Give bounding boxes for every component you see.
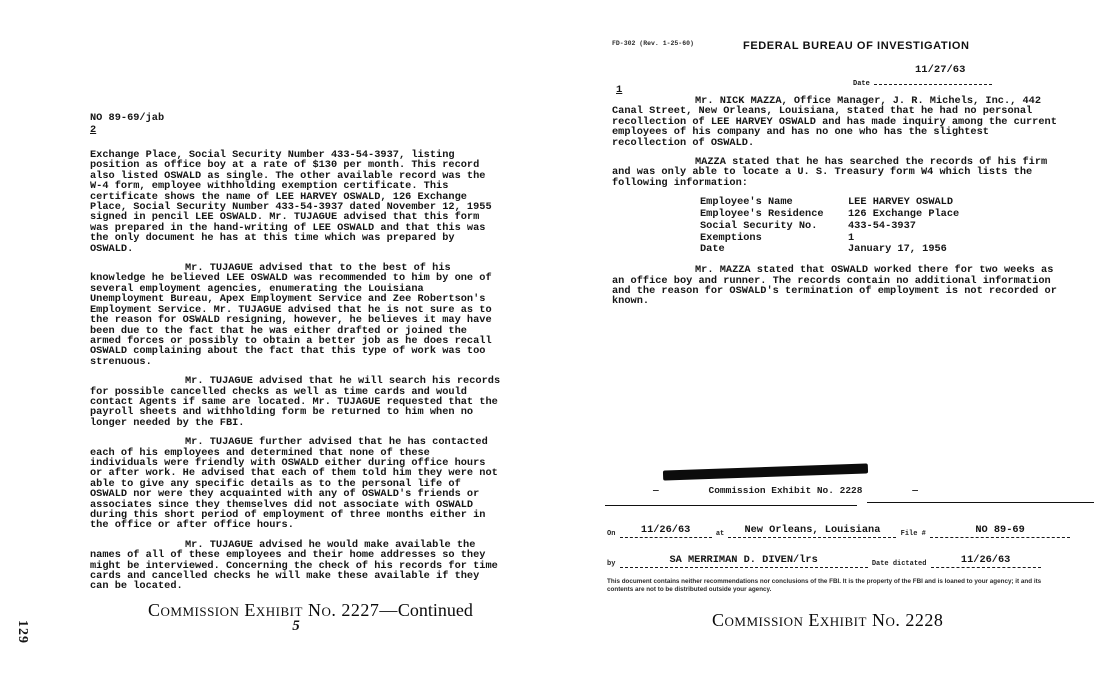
left-exhibit-caption <box>148 600 473 621</box>
file-reference: NO 89-69/jab <box>90 112 165 124</box>
right-page <box>605 38 1094 678</box>
date-block <box>853 64 1023 88</box>
caption-text: Commission Exhibit No. 2227— <box>148 600 398 620</box>
place-of-interview: New Orleans, Louisiana <box>728 524 896 538</box>
file-number-value: NO 89-69 <box>930 524 1070 538</box>
left-page <box>90 112 502 635</box>
folio-page-number: 129 <box>15 620 30 644</box>
row-label: Exemptions <box>700 231 762 244</box>
paragraph: Exchange Place, Social Security Number 433-54-3937, listing position as office boy at a rate of $130 per month. This record also listed OSWALD as single. The other available record was the W-4 form, employee withholding exemption certificate. This certificate shows the name of LEE HARVEY OSWALD, 126 Exchange Place, Social Security Number 433-54-3937 dated November 12, 1955 signed in pencil LEE OSWALD. Mr. TUJAGUE advised that this form was prepared in the hand-writing of LEE OSWALD and that this was the only document he has at this time which was prepared by OSWALD. <box>90 149 492 255</box>
paragraph: Mr. TUJAGUE advised he would make available the names of all of these employees and their home addresses so they might be interviewed. Concerning the check of his records for time cards and cancelled checks he will make these available if they can be located. <box>90 538 498 593</box>
table-row <box>700 221 1064 233</box>
right-page-body <box>612 96 1064 316</box>
agent-name: SA MERRIMAN D. DIVEN/lrs <box>620 554 868 568</box>
left-page-body <box>90 150 502 592</box>
exhibit-stamp: Commission Exhibit No. 2228 <box>708 485 863 496</box>
date-of-interview: 11/26/63 <box>620 524 712 538</box>
row-label: Employee's Name <box>700 196 793 209</box>
date-label: Date <box>853 80 870 88</box>
footer-page-number: 5 <box>292 617 300 634</box>
file-number-label: File # <box>900 530 926 538</box>
paragraph: Mr. TUJAGUE advised that to the best of his knowledge he believed LEE OSWALD was recommended to him by one of several employment agencies, enumerating the Louisiana Unemployment Bureau, Apex Employment Service and Zee Robertson's Employment Service. Mr. TUJAGUE advised that he is not sure as to the reason for OSWALD resigning, however, he believes it may have been due to the fact that he was either drafted or joined the armed forces or possibly to obtain a better job as he does recall OSWALD complaining about the fact that this type of work was too strenuous. <box>90 262 492 368</box>
right-exhibit-caption: Commission Exhibit No. 2228 <box>712 610 944 630</box>
right-page-number: 1 <box>616 84 623 96</box>
agency-header: FEDERAL BUREAU OF INVESTIGATION <box>743 40 970 52</box>
row-value: 1 <box>848 231 855 244</box>
row-value: 433-54-3937 <box>848 219 916 232</box>
paragraph: MAZZA stated that he has searched the records of his firm and was only able to locate a U. S. Treasury form W4 which lists the following information: <box>612 156 1048 189</box>
stamp-dash: — <box>653 485 659 496</box>
divider-rule <box>605 505 857 506</box>
by-label: by <box>607 560 616 568</box>
row-label: Date <box>700 243 725 256</box>
w4-form-table <box>700 197 1064 256</box>
footer-form-line-2 <box>607 554 1087 568</box>
paragraph: Mr. NICK MAZZA, Office Manager, J. R. Michels, Inc., 442 Canal Street, New Orleans, Louisiana, stated that he had no personal recollection of LEE HARVEY OSWALD and has made inquiry among the current employees of his company and has no one who has the slightest recollection of OSWALD. <box>612 95 1057 149</box>
divider-rule <box>867 502 1094 503</box>
date-rule <box>874 76 992 85</box>
date-value: 11/27/63 <box>915 64 966 76</box>
form-number: FD-302 (Rev. 1-25-60) <box>612 40 694 47</box>
fbi-disclaimer: This document contains neither recommendations nor conclusions of the FBI. It is the property of the FBI and is loaned to your agency; it and its contents are not to be distributed outside your agency. <box>607 578 1042 593</box>
exhibit-stamp-row <box>653 485 918 496</box>
page-number: 2 <box>90 124 97 136</box>
date-dictated-value: 11/26/63 <box>931 554 1041 568</box>
on-label: On <box>607 530 616 538</box>
redaction-bar <box>663 463 868 480</box>
row-value: January 17, 1956 <box>848 243 947 256</box>
at-label: at <box>715 530 725 538</box>
paragraph: Mr. MAZZA stated that OSWALD worked there for two weeks as an office boy and runner. The records contain no additional information and the reason for OSWALD's termination of employment is not recorded or known. <box>612 264 1057 308</box>
table-row <box>700 244 1064 256</box>
footer-form-line-1 <box>607 524 1087 538</box>
row-label: Employee's Residence <box>700 208 824 221</box>
stamp-dash: — <box>912 485 918 496</box>
caption-suffix: Continued <box>397 600 473 620</box>
paragraph: Mr. TUJAGUE advised that he will search his records for possible cancelled checks as well as time cards and would contact Agents if same are located. Mr. TUJAGUE requested that the payroll sheets and withholding form be returned to him when no longer needed by the FBI. <box>90 375 501 429</box>
paragraph: Mr. TUJAGUE further advised that he has contacted each of his employees and determined that none of these individuals were friendly with OSWALD either during office hours or after work. He advised that each of them told him they were not able to give any specific details as to the personal life of OSWALD nor were they acquainted with any of OSWALD's friends or associates since they themselves did not associate with OSWALD during this short period of employment of three months either in the office or after office hours. <box>90 436 498 532</box>
date-dictated-label: Date dictated <box>871 560 927 568</box>
row-label: Social Security No. <box>700 219 818 232</box>
row-value: LEE HARVEY OSWALD <box>848 196 954 209</box>
row-value: 126 Exchange Place <box>848 208 960 221</box>
